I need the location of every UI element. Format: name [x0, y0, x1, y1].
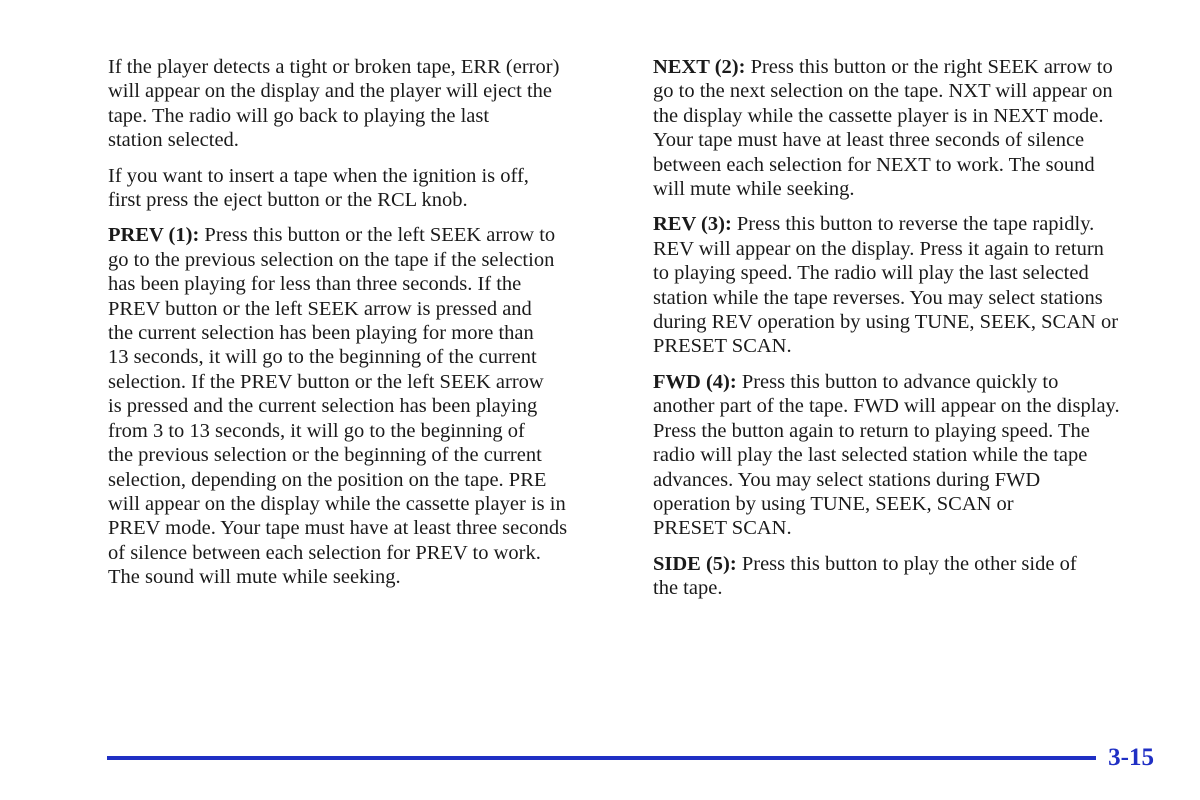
- text-line: [108, 248, 613, 272]
- text-line: [108, 297, 613, 321]
- line-text: between each selection for NEXT to work. The sound: [653, 153, 1095, 176]
- line-text: another part of the tape. FWD will appear on the display.: [653, 395, 1120, 418]
- line-text: If you want to insert a tape when the ignition is off,: [108, 164, 529, 187]
- text-line: [653, 334, 1165, 358]
- text-line: [653, 104, 1165, 128]
- paragraph-prev-1: [108, 223, 613, 589]
- line-text: has been playing for less than three seconds. If the: [108, 273, 522, 296]
- line-text: the display while the cassette player is in NEXT mode.: [653, 104, 1104, 127]
- paragraph-rev-3: [653, 212, 1165, 358]
- text-line: [108, 321, 613, 345]
- text-line: [108, 79, 613, 103]
- line-text: selection, depending on the position on the tape. PRE: [108, 468, 547, 491]
- text-line: [108, 394, 613, 418]
- line-text: REV will appear on the display. Press it again to return: [653, 237, 1104, 260]
- text-line: [653, 261, 1165, 285]
- text-line: [108, 345, 613, 369]
- control-term: REV (3):: [653, 213, 732, 236]
- line-text: Your tape must have at least three seconds of silence: [653, 129, 1085, 152]
- line-text: PREV mode. Your tape must have at least three seconds: [108, 517, 568, 540]
- text-line: [108, 272, 613, 296]
- text-line: [108, 164, 613, 188]
- line-text: the previous selection or the beginning of the current: [108, 444, 542, 467]
- line-text: station while the tape reverses. You may select stations: [653, 286, 1103, 309]
- line-text: Press this button to play the other side of: [736, 552, 1077, 575]
- line-text: will mute while seeking.: [653, 178, 855, 201]
- text-line: [108, 55, 613, 79]
- text-line: [653, 310, 1165, 334]
- line-text: go to the previous selection on the tape if the selection: [108, 248, 555, 271]
- line-text: first press the eject button or the RCL knob.: [108, 189, 468, 212]
- text-line: [653, 370, 1165, 394]
- line-text: selection. If the PREV button or the left SEEK arrow: [108, 370, 544, 393]
- control-term: FWD (4):: [653, 370, 737, 393]
- line-text: of silence between each selection for PREV to work.: [108, 541, 541, 564]
- left-column: [108, 55, 613, 601]
- text-line: [653, 468, 1165, 492]
- control-term: SIDE (5):: [653, 552, 737, 575]
- text-line: [653, 79, 1165, 103]
- line-text: operation by using TUNE, SEEK, SCAN or: [653, 492, 1014, 515]
- footer-rule: [107, 756, 1096, 760]
- line-text: the tape.: [653, 577, 723, 600]
- line-text: PRESET SCAN.: [653, 335, 792, 358]
- line-text: to playing speed. The radio will play the last selected: [653, 262, 1089, 285]
- line-text: will appear on the display while the cassette player is in: [108, 492, 566, 515]
- text-line: [653, 55, 1165, 79]
- line-text: the current selection has been playing for more than: [108, 322, 534, 345]
- line-text: Press this button or the right SEEK arrow to: [745, 56, 1113, 78]
- text-line: [653, 443, 1165, 467]
- line-text: Press this button to reverse the tape rapidly.: [731, 213, 1095, 236]
- line-text: 13 seconds, it will go to the beginning of the current: [108, 346, 537, 369]
- text-line: [108, 223, 613, 247]
- line-text: radio will play the last selected station while the tape: [653, 444, 1088, 467]
- line-text: advances. You may select stations during FWD: [653, 468, 1041, 491]
- paragraph-side-5: [653, 552, 1165, 601]
- text-line: [108, 419, 613, 443]
- line-text: Press the button again to return to playing speed. The: [653, 419, 1090, 442]
- line-text: Press this button or the left SEEK arrow to: [199, 224, 556, 247]
- text-line: [108, 565, 613, 589]
- paragraph: [108, 55, 613, 153]
- text-line: [108, 128, 613, 152]
- line-text: will appear on the display and the player will eject the: [108, 80, 553, 103]
- line-text: If the player detects a tight or broken tape, ERR (error): [108, 56, 560, 78]
- line-text: Press this button to advance quickly to: [736, 370, 1059, 393]
- line-text: PREV button or the left SEEK arrow is pressed and: [108, 297, 532, 320]
- paragraph-fwd-4: [653, 370, 1165, 541]
- control-term: NEXT (2):: [653, 56, 746, 78]
- line-text: from 3 to 13 seconds, it will go to the beginning of: [108, 419, 525, 442]
- line-text: is pressed and the current selection has been playing: [108, 395, 538, 418]
- paragraph-next-2: [653, 55, 1165, 201]
- text-line: [653, 419, 1165, 443]
- line-text: tape. The radio will go back to playing the last: [108, 104, 490, 127]
- paragraph: [108, 164, 613, 213]
- text-line: [653, 394, 1165, 418]
- text-line: [108, 468, 613, 492]
- text-line: [108, 443, 613, 467]
- text-line: [653, 576, 1165, 600]
- line-text: during REV operation by using TUNE, SEEK, SCAN or: [653, 311, 1119, 334]
- line-text: The sound will mute while seeking.: [108, 566, 401, 589]
- text-line: [653, 286, 1165, 310]
- text-line: [653, 128, 1165, 152]
- text-line: [108, 188, 613, 212]
- text-line: [653, 516, 1165, 540]
- text-line: [653, 212, 1165, 236]
- text-line: [108, 541, 613, 565]
- text-line: [108, 516, 613, 540]
- text-line: [108, 492, 613, 516]
- line-text: go to the next selection on the tape. NXT will appear on: [653, 80, 1113, 103]
- text-line: [108, 370, 613, 394]
- text-line: [653, 177, 1165, 201]
- line-text: PRESET SCAN.: [653, 517, 792, 540]
- text-line: [653, 492, 1165, 516]
- text-line: [653, 153, 1165, 177]
- page-number: 3-15: [1108, 744, 1154, 771]
- control-term: PREV (1):: [108, 224, 200, 247]
- text-line: [108, 104, 613, 128]
- text-line: [653, 552, 1165, 576]
- right-column: [653, 55, 1165, 612]
- text-line: [653, 237, 1165, 261]
- line-text: station selected.: [108, 129, 239, 152]
